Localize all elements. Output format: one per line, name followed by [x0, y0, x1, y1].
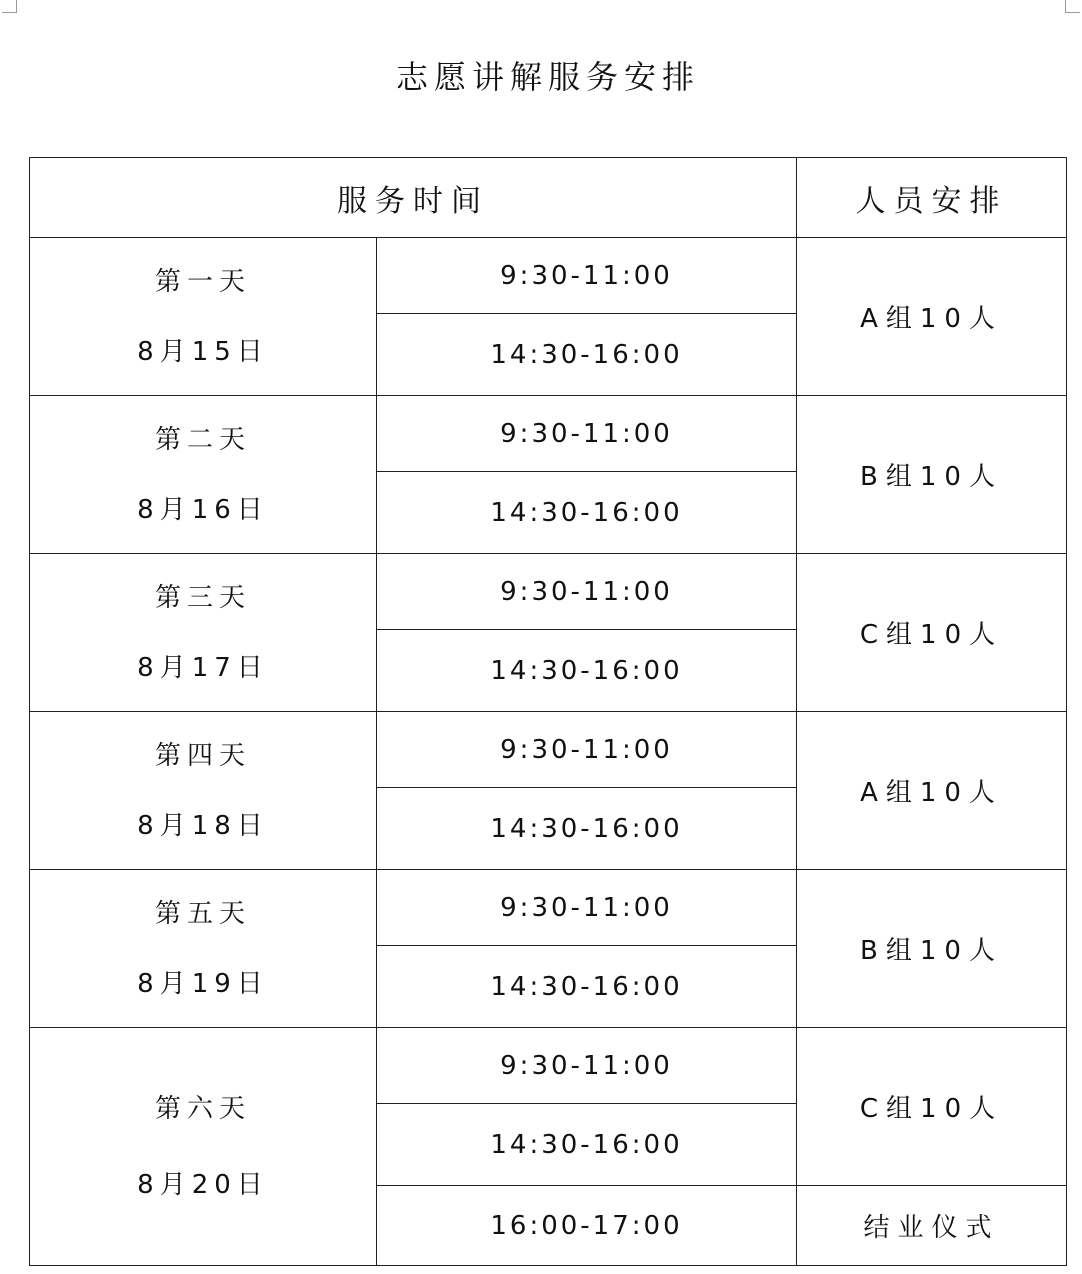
- table-row: [30, 396, 1067, 472]
- day-cell: [30, 1028, 377, 1266]
- day-date: 8月15日: [137, 336, 269, 367]
- day-date: 8月16日: [137, 494, 269, 525]
- day-date: 8月19日: [137, 968, 269, 999]
- page-title: 志愿讲解服务安排: [395, 58, 700, 96]
- table-row: [30, 238, 1067, 314]
- day-date: 8月20日: [137, 1169, 269, 1200]
- schedule-table: [29, 157, 1067, 1266]
- table-row: [30, 554, 1067, 630]
- staff-cell: C组10人: [797, 554, 1067, 712]
- time-slot: 14:30-16:00: [377, 472, 797, 554]
- time-slot: 14:30-16:00: [377, 314, 797, 396]
- table-header-row: [30, 158, 1067, 238]
- day-name: 第五天: [154, 898, 251, 929]
- day-name: 第一天: [154, 266, 251, 297]
- time-slot: 9:30-11:00: [377, 554, 797, 630]
- header-service-time: 服务时间: [30, 158, 797, 238]
- header-staff-arrangement: 人员安排: [797, 158, 1067, 238]
- day-name: 第三天: [154, 582, 251, 613]
- time-slot: 14:30-16:00: [377, 788, 797, 870]
- time-slot: 14:30-16:00: [377, 946, 797, 1028]
- time-slot: 14:30-16:00: [377, 1104, 797, 1186]
- staff-cell: B组10人: [797, 870, 1067, 1028]
- table-row: [30, 712, 1067, 788]
- staff-cell: B组10人: [797, 396, 1067, 554]
- time-slot: 9:30-11:00: [377, 1028, 797, 1104]
- time-slot: 9:30-11:00: [377, 238, 797, 314]
- day-cell: [30, 870, 377, 1028]
- day-name: 第二天: [154, 424, 251, 455]
- time-slot: 9:30-11:00: [377, 712, 797, 788]
- crop-mark-top-left: [2, 0, 17, 13]
- time-slot: 9:30-11:00: [377, 870, 797, 946]
- staff-cell: C组10人: [797, 1028, 1067, 1186]
- time-slot: 16:00-17:00: [377, 1186, 797, 1266]
- staff-cell: A组10人: [797, 712, 1067, 870]
- day-cell: [30, 712, 377, 870]
- day-cell: [30, 554, 377, 712]
- day-cell: [30, 238, 377, 396]
- ceremony-cell: 结业仪式: [797, 1186, 1067, 1266]
- time-slot: 9:30-11:00: [377, 396, 797, 472]
- day-name: 第四天: [154, 740, 251, 771]
- table-row: [30, 1028, 1067, 1104]
- day-date: 8月18日: [137, 810, 269, 841]
- time-slot: 14:30-16:00: [377, 630, 797, 712]
- table-row: [30, 870, 1067, 946]
- day-cell: [30, 396, 377, 554]
- day-name: 第六天: [154, 1093, 251, 1124]
- staff-cell: A组10人: [797, 238, 1067, 396]
- crop-mark-top-right: [1065, 0, 1080, 13]
- day-date: 8月17日: [137, 652, 269, 683]
